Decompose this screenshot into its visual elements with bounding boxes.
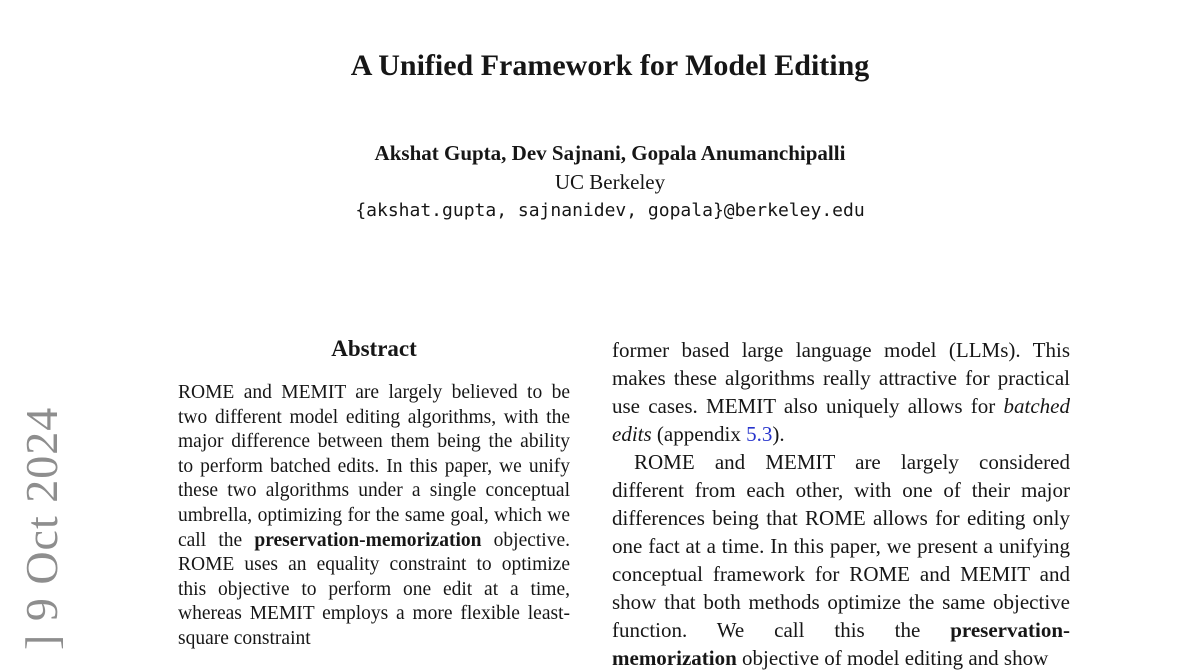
text-segment: ROME and MEMIT are largely considered different from each other, with one of their major differences being that ROME allows for editing only one fact at a time. In this paper, we present a unifying conceptual framework for ROME and MEMIT and show that both methods optimize the same objective function. We call this the: [612, 450, 1070, 642]
right-column: [612, 336, 1070, 672]
appendix-ref-link[interactable]: 5.3: [746, 422, 773, 446]
arxiv-date-watermark: ] 9 Oct 2024: [16, 406, 67, 650]
text-segment: ).: [772, 422, 785, 446]
text-segment: objective of model editing and show: [736, 646, 1049, 670]
text-segment: (appendix: [651, 422, 747, 446]
left-column: [150, 336, 580, 672]
body-paragraph: [612, 336, 1070, 448]
email-line: {akshat.gupta, sajnanidev, gopala}@berkeley.edu: [355, 200, 865, 221]
text-segment: objective. ROME uses an equality constraint to optimize this objective to perform one edit at a time, whereas MEMIT employs a more flexible least-square constraint: [178, 529, 570, 649]
two-column-body: [150, 336, 1070, 672]
text-segment: preservation-: [950, 618, 1070, 642]
authors-line: Akshat Gupta, Dev Sajnani, Gopala Anumanchipalli: [374, 141, 846, 165]
affiliation-line: UC Berkeley: [554, 170, 666, 194]
text-segment: ROME and MEMIT are largely believed to be two different model editing algorithms, with the major difference between them being the ability to perform batched edits. In this paper, we unify these two algorithms under a single conceptual umbrella, optimizing for the same goal, which we call the: [178, 382, 570, 551]
text-segment: preservation-memorization: [254, 529, 482, 551]
text-segment: batched edits: [612, 394, 1070, 446]
text-segment: former based large language model (LLMs). This makes these algorithms really attractive for practical use cases. MEMIT also uniquely allows for: [612, 338, 1070, 418]
abstract-paragraph: [150, 381, 580, 652]
body-paragraph: [612, 448, 1070, 672]
abstract-heading: Abstract: [331, 336, 417, 361]
page-title: A Unified Framework for Model Editing: [350, 49, 870, 82]
page-content: [150, 0, 1070, 672]
text-segment: memorization: [612, 646, 737, 670]
